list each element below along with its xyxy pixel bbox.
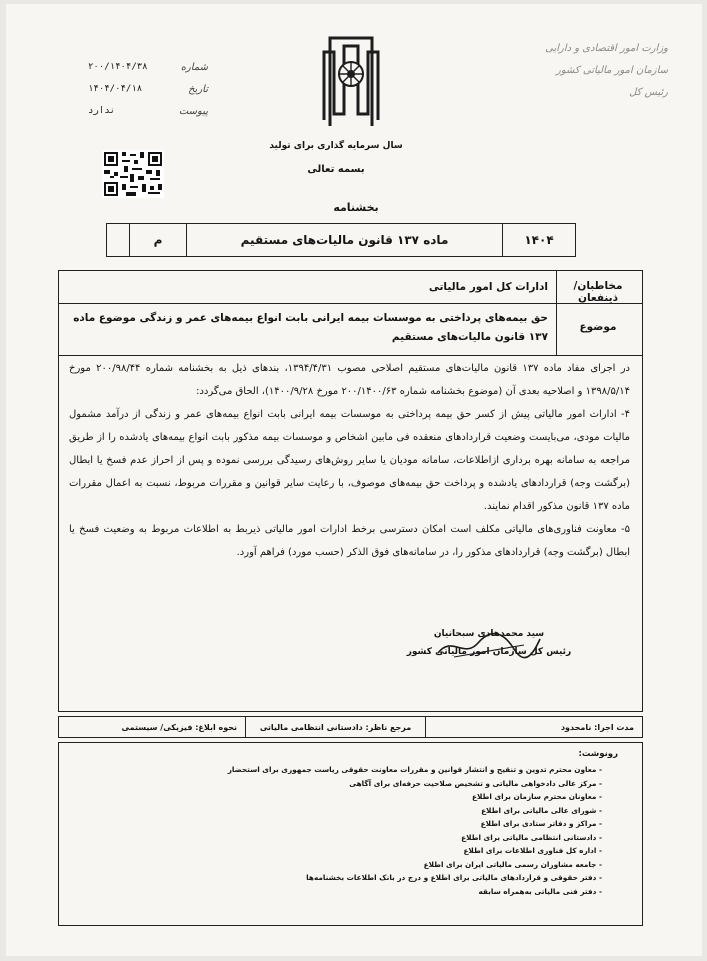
notification-method: نحوه ابلاغ: فیزیکی/ سیستمی — [121, 722, 237, 732]
year-slogan: سال سرمایه گذاری برای تولید — [269, 141, 403, 151]
supervisor: مرجع ناظر: دادستانی انتظامی مالیاتی — [245, 717, 425, 737]
copy-recipient: - اداره کل فناوری اطلاعات برای اطلاع — [71, 846, 602, 860]
subject-value: حق بیمه‌های پرداختی به موسسات بیمه ایرانی بابت انواع بیمه‌های عمر و زندگی موضوع ماده ۱۳۷ قانون مالیات‌های مستقیم — [73, 312, 548, 343]
tax-organization-logo — [316, 30, 386, 128]
copies-title: رونوشت: — [578, 749, 618, 759]
circular-title: بخشنامه — [333, 201, 379, 214]
basmala: بسمه تعالی — [307, 164, 365, 175]
handwritten-signature — [434, 631, 544, 661]
circular-code: م — [129, 224, 186, 256]
meta-value: ۲۰۰/۱۴۰۴/۳۸ — [88, 62, 148, 72]
copy-recipient: - دفتر فنی مالیاتی به‌همراه سابقه — [71, 887, 602, 901]
meta-label: پیوست — [178, 105, 208, 117]
ministry-line: رئیس کل — [629, 87, 668, 98]
meta-attachment — [88, 100, 208, 122]
ministry-header — [518, 38, 668, 104]
copy-recipient: - دفتر حقوقی و قراردادهای مالیاتی برای اطلاع و درج در بانک اطلاعات بخشنامه‌ها — [71, 873, 602, 887]
circular-blank-cell — [107, 224, 129, 256]
clause-4: ۴- ادارات امور مالیاتی پیش از کسر حق بیمه پرداختی به موسسات بیمه ایرانی بابت انواع بیمه‌های عمر و زندگی از درآمد مشمول مالیات مودی، می‌بایست وضعیت قراردادهای منعقده فی مابین اشخاص و موسسات بیمه مذکور بابت انواع بیمه‌های یادشده را از طریق مراجعه به سامانه بهره برداری ازاطلاعات، سامانه مودیان یا سایر روش‌های رسیدگی بررسی نموده و پس از احراز عدم فسخ یا ابطال (برگشت وجه) قراردادهای یادشده و پرداخت حق بیمه‌های موصوف، با رعایت سایر قوانین و مقررات مربوط، نسبت به اعمال مقررات ماده ۱۳۷ قانون مذکور اقدام نمایند. — [69, 409, 630, 512]
copy-recipient: - شورای عالی مالیاتی برای اطلاع — [71, 806, 602, 820]
copies-list — [71, 765, 602, 900]
circular-body-frame — [58, 270, 643, 712]
circular-subject: ماده ۱۳۷ قانون مالیات‌های مستقیم — [186, 224, 502, 256]
column-divider — [556, 271, 558, 355]
circular-page — [6, 4, 702, 956]
footer-info-bar — [58, 716, 643, 738]
circular-text — [69, 357, 630, 564]
copy-recipient: - معاونان محترم سازمان برای اطلاع — [71, 792, 602, 806]
meta-value: ۱۴۰۴/۰۴/۱۸ — [88, 84, 143, 94]
copy-recipient: - مراکز و دفاتر ستادی برای اطلاع — [71, 819, 602, 833]
ministry-line: وزارت امور اقتصادی و دارایی — [545, 43, 668, 54]
qr-code — [102, 150, 164, 198]
copies-box — [58, 742, 643, 926]
copy-recipient: - دادستانی انتظامی مالیاتی برای اطلاع — [71, 833, 602, 847]
validity: مدت اجرا: نامحدود — [425, 717, 642, 737]
signature-block — [404, 625, 574, 661]
copy-recipient: - معاون محترم تدوین و تنقیح و انتشار قوانین و مقررات معاونت حقوقی ریاست جمهوری برای استحضار — [71, 765, 602, 779]
signatory-title: رئیس کل سازمان امور مالیاتی کشور — [406, 647, 572, 657]
addressee-value: ادارات کل امور مالیاتی — [428, 281, 548, 293]
meta-date — [88, 78, 208, 100]
meta-label: شماره — [180, 61, 208, 73]
ministry-line: سازمان امور مالیاتی کشور — [556, 65, 668, 76]
meta-value: ندارد — [88, 106, 116, 116]
letter-meta — [88, 56, 208, 122]
subject-label: موضوع — [579, 321, 617, 333]
meta-label: تاریخ — [188, 83, 208, 95]
circular-year: ۱۴۰۴ — [502, 224, 575, 256]
circular-number-bar — [106, 223, 576, 257]
clause-5: ۵- معاونت فناوری‌های مالیاتی مکلف است امکان دسترسی برخط ادارات امور مالیاتی ذیربط به اطلاعات مربوط به وضعیت فسخ یا ابطال (برگشت وجه) قراردادهای مذکور را، در سامانه‌های فوق الذکر (حسب مورد) فراهم آورد. — [69, 524, 630, 558]
signatory-name: سید محمدهادی سبحانیان — [433, 629, 545, 639]
copy-recipient: - جامعه مشاوران رسمی مالیاتی ایران برای اطلاع — [71, 860, 602, 874]
meta-number — [88, 56, 208, 78]
intro-paragraph: در اجرای مفاد ماده ۱۳۷ قانون مالیات‌های مستقیم اصلاحی مصوب ۱۳۹۴/۴/۳۱، بندهای ذیل به بخشنامه شماره ۲۰۰/۹۸/۴۴ مورخ ۱۳۹۸/۵/۱۴ و اصلاحیه بعدی آن (موضوع بخشنامه شماره ۲۰۰/۱۴۰۰/۶۳ مورخ ۱۴۰۰/۹/۲۸)، الحاق می‌گردد: — [69, 363, 630, 397]
addressee-label: مخاطبان/ذینفعان — [573, 280, 623, 304]
copy-recipient: - مرکز عالی دادخواهی مالیاتی و تشخیص صلاحیت حرفه‌ای برای آگاهی — [71, 779, 602, 793]
